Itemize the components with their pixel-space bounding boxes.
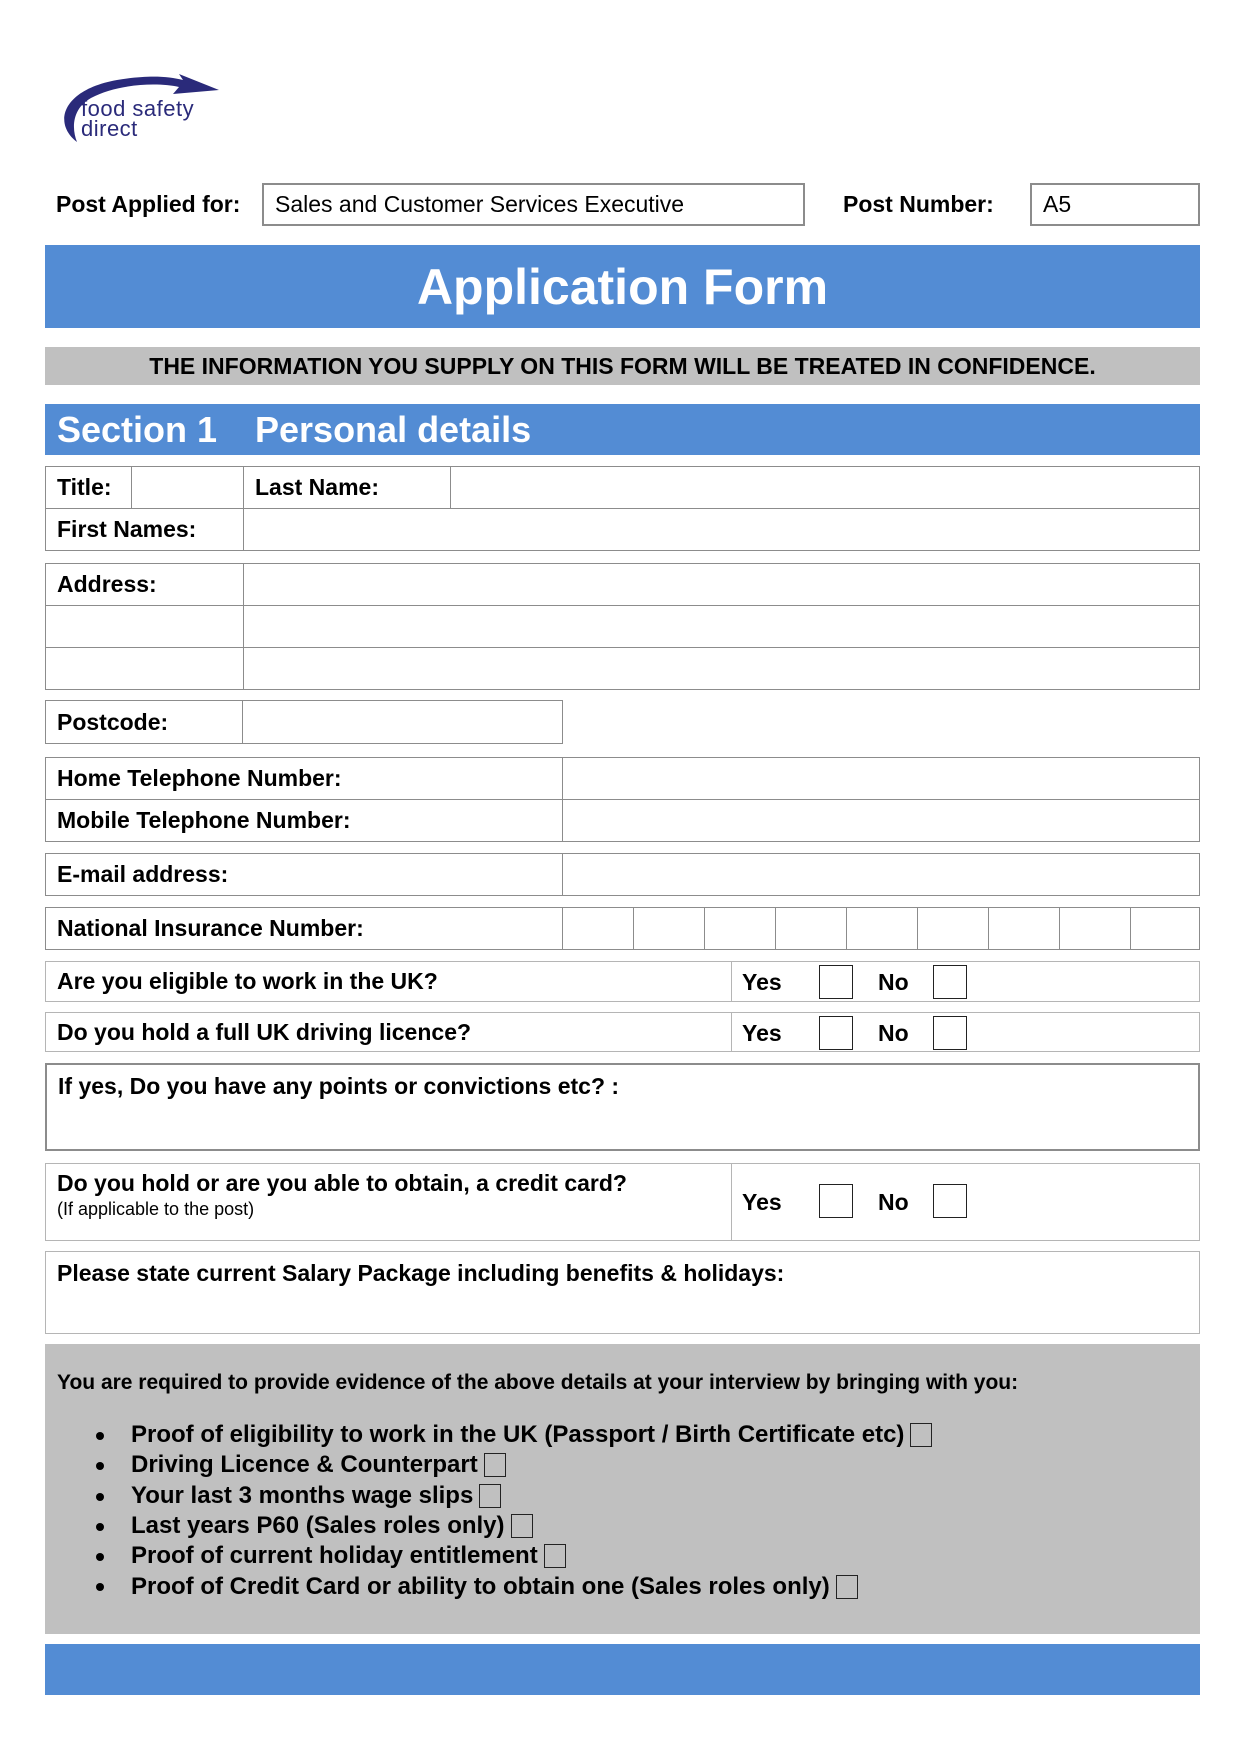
post-applied-value: Sales and Customer Services Executive	[275, 191, 685, 217]
section-number: Section 1	[57, 408, 218, 450]
evidence-list	[70, 1420, 932, 1602]
email-label: E-mail address:	[45, 853, 563, 896]
ni-char-3[interactable]	[704, 907, 776, 950]
ni-char-2[interactable]	[633, 907, 705, 950]
address-line2-input[interactable]	[243, 605, 1200, 648]
ni-char-9[interactable]	[1130, 907, 1200, 950]
post-number-field[interactable]	[1030, 183, 1200, 226]
credit-no-checkbox[interactable]	[933, 1184, 967, 1218]
bullet-icon	[96, 1493, 104, 1501]
evidence-item: Driving Licence & Counterpart	[70, 1450, 932, 1480]
company-logo	[55, 72, 227, 148]
form-header-band	[45, 245, 1200, 328]
address-line3-input[interactable]	[243, 647, 1200, 690]
ni-char-1[interactable]	[562, 907, 634, 950]
credit-yes-label: Yes	[742, 1189, 782, 1215]
postcode-input[interactable]	[242, 700, 563, 744]
credit-label: Do you hold or are you able to obtain, a credit card?	[57, 1170, 627, 1196]
bullet-icon	[96, 1523, 104, 1531]
eligible-yes-checkbox[interactable]	[819, 965, 853, 999]
evidence-checkbox[interactable]	[484, 1453, 506, 1477]
ni-char-8[interactable]	[1059, 907, 1131, 950]
post-applied-field[interactable]	[262, 183, 805, 226]
first-names-label: First Names:	[45, 508, 244, 551]
evidence-item: Proof of eligibility to work in the UK (Passport / Birth Certificate etc)	[70, 1420, 932, 1450]
credit-yes-checkbox[interactable]	[819, 1184, 853, 1218]
credit-question	[45, 1163, 732, 1241]
ni-char-6[interactable]	[917, 907, 989, 950]
confidentiality-notice	[45, 347, 1200, 385]
last-name-label: Last Name:	[243, 466, 451, 509]
page-title: Application Form	[416, 258, 829, 315]
credit-no-label: No	[878, 1189, 909, 1215]
logo-text-line1: food safety	[81, 96, 195, 121]
evidence-item: Proof of Credit Card or ability to obtain one (Sales roles only)	[70, 1571, 932, 1601]
credit-note: (If applicable to the post)	[57, 1199, 255, 1219]
salary-label: Please state current Salary Package including benefits & holidays:	[57, 1260, 785, 1286]
address-label: Address:	[45, 563, 244, 606]
ni-char-5[interactable]	[846, 907, 918, 950]
logo-text-line2: direct	[81, 116, 138, 141]
post-number-label: Post Number:	[843, 191, 994, 217]
driving-no-label: No	[878, 1020, 909, 1046]
evidence-checkbox[interactable]	[544, 1544, 566, 1568]
bullet-icon	[96, 1583, 104, 1591]
email-input[interactable]	[562, 853, 1200, 896]
driving-yes-label: Yes	[742, 1020, 782, 1046]
evidence-intro: You are required to provide evidence of the above details at your interview by bringing with you:	[57, 1371, 1019, 1394]
home-tel-label: Home Telephone Number:	[45, 757, 563, 800]
eligible-question: Are you eligible to work in the UK?	[45, 961, 732, 1002]
bullet-icon	[96, 1432, 104, 1440]
title-input[interactable]	[131, 466, 244, 509]
evidence-checkbox[interactable]	[479, 1484, 501, 1508]
address-spacer-2	[45, 605, 244, 648]
ni-char-7[interactable]	[988, 907, 1060, 950]
eligible-no-label: No	[878, 969, 909, 995]
title-label: Title:	[45, 466, 132, 509]
post-applied-label: Post Applied for:	[56, 191, 241, 217]
ni-char-4[interactable]	[775, 907, 847, 950]
evidence-checkbox[interactable]	[511, 1514, 533, 1538]
bullet-icon	[96, 1553, 104, 1561]
address-line1-input[interactable]	[243, 563, 1200, 606]
eligible-no-checkbox[interactable]	[933, 965, 967, 999]
evidence-checkbox[interactable]	[836, 1575, 858, 1599]
section-title: Personal details	[255, 408, 532, 450]
mobile-tel-label: Mobile Telephone Number:	[45, 799, 563, 842]
eligible-yes-label: Yes	[742, 969, 782, 995]
evidence-item: Last years P60 (Sales roles only)	[70, 1511, 932, 1541]
convictions-field[interactable]	[45, 1063, 1200, 1151]
driving-yes-checkbox[interactable]	[819, 1016, 853, 1050]
post-number-value: A5	[1043, 191, 1072, 217]
last-name-input[interactable]	[450, 466, 1200, 509]
mobile-tel-input[interactable]	[562, 799, 1200, 842]
evidence-item: Your last 3 months wage slips	[70, 1481, 932, 1511]
convictions-label: If yes, Do you have any points or convictions etc? :	[58, 1073, 620, 1099]
ni-label: National Insurance Number:	[45, 907, 563, 950]
postcode-label: Postcode:	[45, 700, 243, 744]
salary-field[interactable]	[45, 1251, 1200, 1334]
first-names-input[interactable]	[243, 508, 1200, 551]
notice-text: THE INFORMATION YOU SUPPLY ON THIS FORM WILL BE TREATED IN CONFIDENCE.	[149, 352, 1096, 379]
driving-no-checkbox[interactable]	[933, 1016, 967, 1050]
section-header	[45, 404, 1200, 455]
driving-question: Do you hold a full UK driving licence?	[45, 1012, 732, 1052]
address-spacer-3	[45, 647, 244, 690]
evidence-item: Proof of current holiday entitlement	[70, 1541, 932, 1571]
footer-band	[45, 1644, 1200, 1695]
evidence-checkbox[interactable]	[910, 1423, 932, 1447]
home-tel-input[interactable]	[562, 757, 1200, 800]
bullet-icon	[96, 1462, 104, 1470]
